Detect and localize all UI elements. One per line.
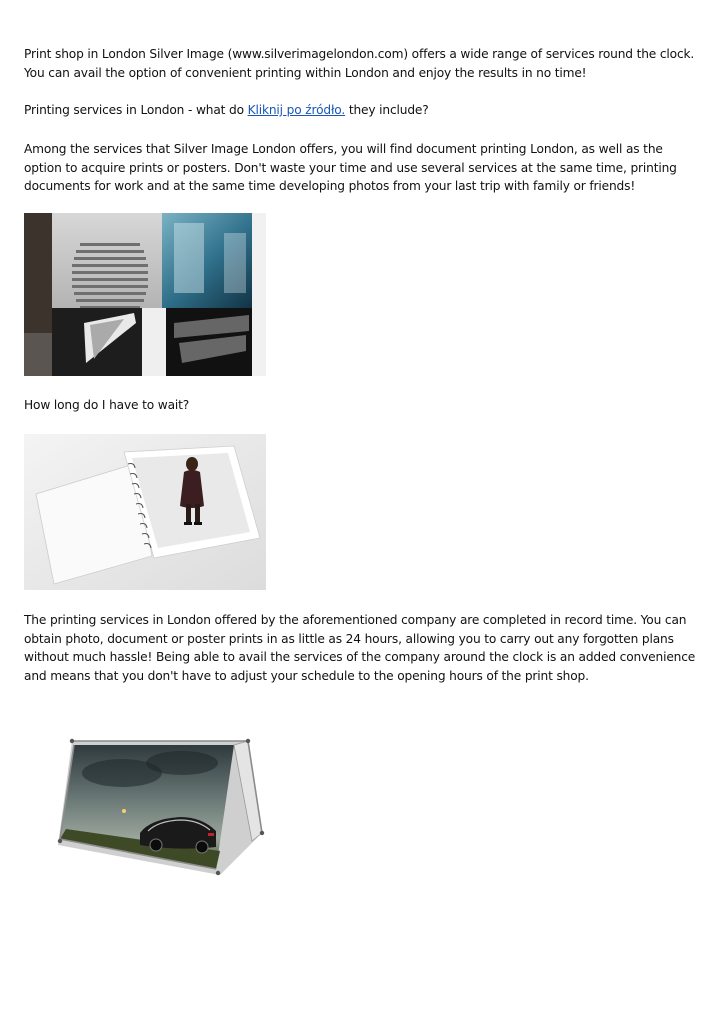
intro-paragraph: Print shop in London Silver Image (www.silverimagelondon.com) offers a wide range of services round the clock. You can avail the option of convenient printing within London and enjoy the results in no time! bbox=[24, 47, 695, 80]
source-link[interactable]: Kliknij po źródło. bbox=[247, 103, 346, 117]
photo-book-image bbox=[24, 434, 266, 590]
record-time-paragraph: The printing services in London offered by the aforementioned company are completed in record time. You can obtain photo, document or poster prints in as little as 24 hours, allowing you to carry out any forgotten plans without much hassle! Being able to avail the services of the company around the clock is an added convenience and means that you don't have to adjust your schedule to the opening hours of the print shop. bbox=[24, 613, 696, 683]
question-paragraph bbox=[24, 101, 696, 120]
print-collage-image bbox=[24, 213, 266, 376]
banner-stand-image bbox=[52, 733, 274, 883]
services-paragraph: Among the services that Silver Image London offers, you will find document printing London, as well as the option to acquire prints or posters. Don't waste your time and use several services at the same time, printing documents for work and at the same time developing photos from your last trip with family or friends! bbox=[24, 142, 677, 193]
wait-question: How long do I have to wait? bbox=[24, 398, 190, 412]
question-text-after: they include? bbox=[345, 103, 429, 117]
question-text-before: Printing services in London - what do bbox=[24, 103, 248, 117]
